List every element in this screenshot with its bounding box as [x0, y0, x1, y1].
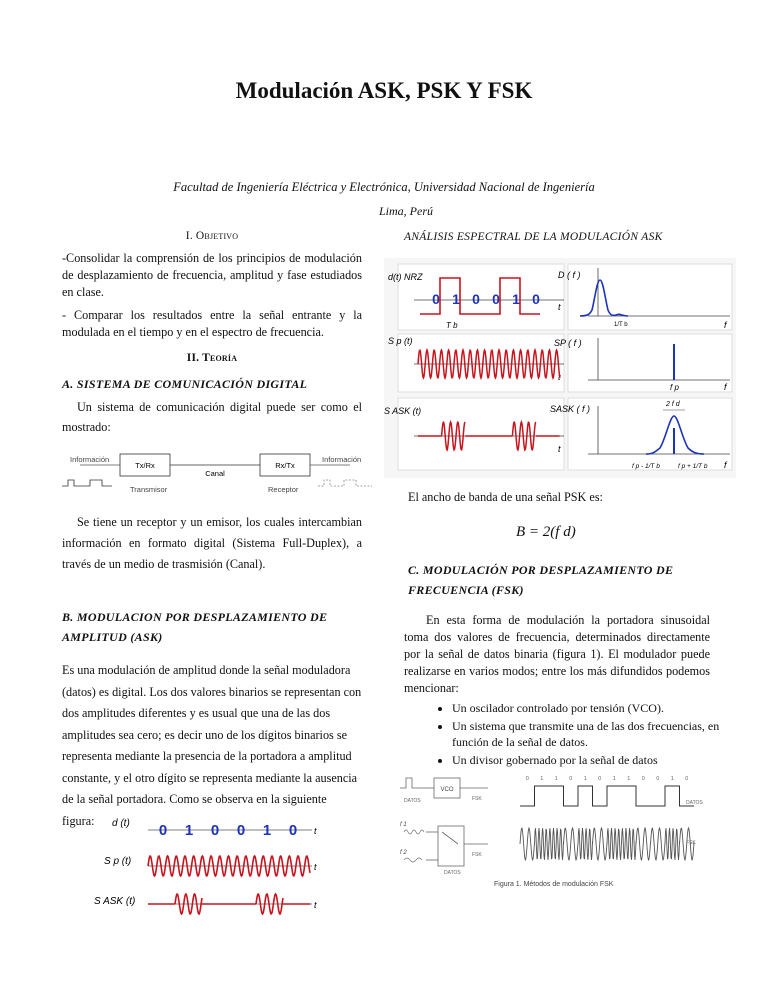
fsk-f1-label: f 1: [400, 822, 407, 828]
ask-bit: 0: [158, 822, 168, 839]
ask-figure: [90, 808, 330, 923]
fsk-method-item-1: • Un oscilador controlado por tensión (VCO).: [452, 700, 754, 716]
spec-axis-f1: f: [724, 320, 727, 330]
fsk-data-waveform: [520, 786, 694, 806]
spec-axis-t2: t: [558, 372, 561, 382]
spec-fp-label: f p: [670, 383, 679, 392]
ask-spectral-figure: [384, 258, 736, 478]
fsk-f2-label: f 2: [400, 850, 407, 856]
fsk-datos-label-3: DATOS: [686, 800, 703, 806]
info-right-label: Información: [322, 455, 362, 464]
digital-signal-right: [318, 480, 372, 486]
spec-axis-t1: t: [558, 302, 561, 312]
receptor-label: Receptor: [268, 485, 299, 494]
ask-bit: 0: [236, 822, 246, 839]
fsk-output-waveform: [520, 828, 694, 860]
spectral-bit: 0: [492, 291, 500, 307]
ask-bit: 1: [184, 822, 194, 839]
ask-spectral-heading: ANÁLISIS ESPECTRAL DE LA MODULACIÓN ASK: [404, 231, 663, 243]
canal-label: Canal: [205, 469, 225, 478]
digital-signal-left: [62, 480, 112, 486]
fsk-method-item-3: • Un divisor gobernado por la señal de datos: [452, 752, 754, 768]
info-left-label: Información: [70, 455, 110, 464]
spec-label-SP: SP ( f ): [554, 338, 582, 348]
comm-system-diagram: [60, 448, 380, 498]
spec-label-tb: T b: [446, 321, 458, 330]
section-a-paragraph-2: Se tiene un receptor y un emisor, los cuales intercambian información en formato digital (Sistema Full-Duplex), a través de un medio de trasmisión (Canal).: [62, 515, 362, 571]
section-a-heading: A. SISTEMA DE COMUNICACIÓN DIGITAL: [62, 377, 308, 391]
fsk-bit: 0: [641, 776, 645, 782]
spec-label-SASK: SASK ( f ): [550, 404, 591, 414]
fsk-bit: 1: [554, 776, 558, 782]
fsk-bit: 1: [612, 776, 616, 782]
ask-bit: 0: [210, 822, 220, 839]
fsk-figure: [396, 770, 708, 892]
ask-modulated-wave: [148, 894, 310, 914]
fsk-method-item-2: • Un sistema que transmite una de las dos frecuencias, en función de la señal de datos.: [452, 718, 754, 750]
spec-axis-t3: t: [558, 444, 561, 454]
fsk-out-label-3: FSK: [686, 840, 696, 846]
section-objetivo-heading: I. Objetivo: [185, 230, 239, 242]
fsk-bit: 1: [540, 776, 544, 782]
spec-fpm-label: f p - 1/T b: [632, 463, 660, 470]
section-b-heading: B. MODULACION POR DESPLAZAMIENTO DE AMPLITUD (ASK): [62, 610, 328, 644]
fsk-bits: [526, 776, 689, 782]
spec-axis-f2: f: [724, 382, 727, 392]
section-c-paragraph-1: En esta forma de modulación la portadora sinusoidal toma dos valores de frecuencia, determinados directamente por la señal de datos binaria (figura 1). El modulador puede realizarse en varios modos; entre los más difundidos podemos mencionar:: [404, 613, 710, 695]
ask-label-ask: S ASK (t): [94, 896, 136, 907]
section-teoria-heading: II. Teoría: [186, 352, 238, 364]
objetivo-paragraph-1: -Consolidar la comprensión de los principios de modulación de desplazamiento de frecuencia, amplitud y fase estudiados en clase.: [62, 251, 362, 299]
city: Lima, Perú: [379, 204, 433, 218]
ask-bit: 0: [288, 822, 298, 839]
section-a-paragraph-1: Un sistema de comunicación digital puede ser como el mostrado:: [62, 400, 362, 434]
ask-bits: [159, 822, 297, 839]
spectral-bit: 0: [432, 291, 440, 307]
spectral-bit: 0: [532, 291, 540, 307]
section-b-paragraph-1: Es una modulación de amplitud donde la señal moduladora (datos) es digital. Los dos valores binarios se representan con dos amplitudes diferentes y es usual que una de las dos amplitudes sea cero; es decir uno de los dígitos binarios se representa mediante la presencia de la portadora a amplitud constante, y el otro dígito se representa mediante la ausencia de la señal portadora. Como se observa en la siguiente figura:: [62, 663, 362, 828]
fsk-bit: 0: [685, 776, 689, 782]
objetivo-paragraph-2: - Comparar los resultados entre la señal entrante y la modulada en el tiempo y en el espectro de frecuencia.: [62, 308, 362, 339]
fsk-bit: 1: [627, 776, 631, 782]
psk-bandwidth-formula: B = 2(f d): [516, 524, 576, 540]
vco-label: VCO: [440, 787, 454, 793]
paper-title: Modulación ASK, PSK Y FSK: [235, 78, 533, 103]
spec-fpp-label: f p + 1/T b: [678, 463, 708, 470]
ask-label-d: d (t): [112, 818, 130, 829]
spec-1tb-label: 1/T b: [614, 322, 628, 328]
spec-2fd-label: 2 f d: [666, 401, 680, 408]
ask-axis-t2: t: [314, 862, 317, 872]
section-c-heading: C. MODULACIÓN POR DESPLAZAMIENTO DE FRECUENCIA (FSK): [408, 563, 674, 597]
ask-label-sp: S p (t): [104, 856, 132, 867]
fsk-bit: 1: [670, 776, 674, 782]
spectral-bit: 1: [512, 291, 520, 307]
psk-bandwidth-text: El ancho de banda de una señal PSK es:: [408, 490, 603, 504]
fsk-datos-label-2: DATOS: [444, 870, 461, 876]
fsk-out-label-1: FSK: [472, 796, 482, 802]
spectral-bit: 0: [472, 291, 480, 307]
transmisor-label: Transmisor: [130, 485, 168, 494]
affiliation: Facultad de Ingeniería Eléctrica y Electrónica, Universidad Nacional de Ingeniería: [173, 180, 595, 194]
fsk-bit: 0: [598, 776, 602, 782]
spectral-bit: 1: [452, 291, 460, 307]
rxtx-label: Rx/Tx: [275, 461, 295, 470]
fsk-figure-caption: Figura 1. Métodos de modulación FSK: [494, 881, 614, 888]
fsk-datos-label-1: DATOS: [404, 798, 421, 804]
spec-label-ask: S ASK (t): [384, 406, 422, 416]
fsk-bit: 1: [583, 776, 587, 782]
spec-label-sp: S p (t): [388, 336, 413, 346]
txrx-label: Tx/Rx: [135, 461, 155, 470]
ask-bit: 1: [262, 822, 272, 839]
fsk-bit: 0: [569, 776, 573, 782]
fsk-method-list: [406, 700, 754, 770]
switch-box: [438, 826, 464, 866]
ask-axis-t1: t: [314, 826, 317, 836]
fsk-bit: 0: [525, 776, 529, 782]
spec-axis-f3: f: [724, 460, 727, 470]
fsk-bit: 0: [656, 776, 660, 782]
spec-label-d: d(t) NRZ: [388, 272, 423, 282]
fsk-out-label-2: FSK: [472, 852, 482, 858]
ask-axis-t3: t: [314, 900, 317, 910]
spec-label-D: D ( f ): [558, 270, 581, 280]
